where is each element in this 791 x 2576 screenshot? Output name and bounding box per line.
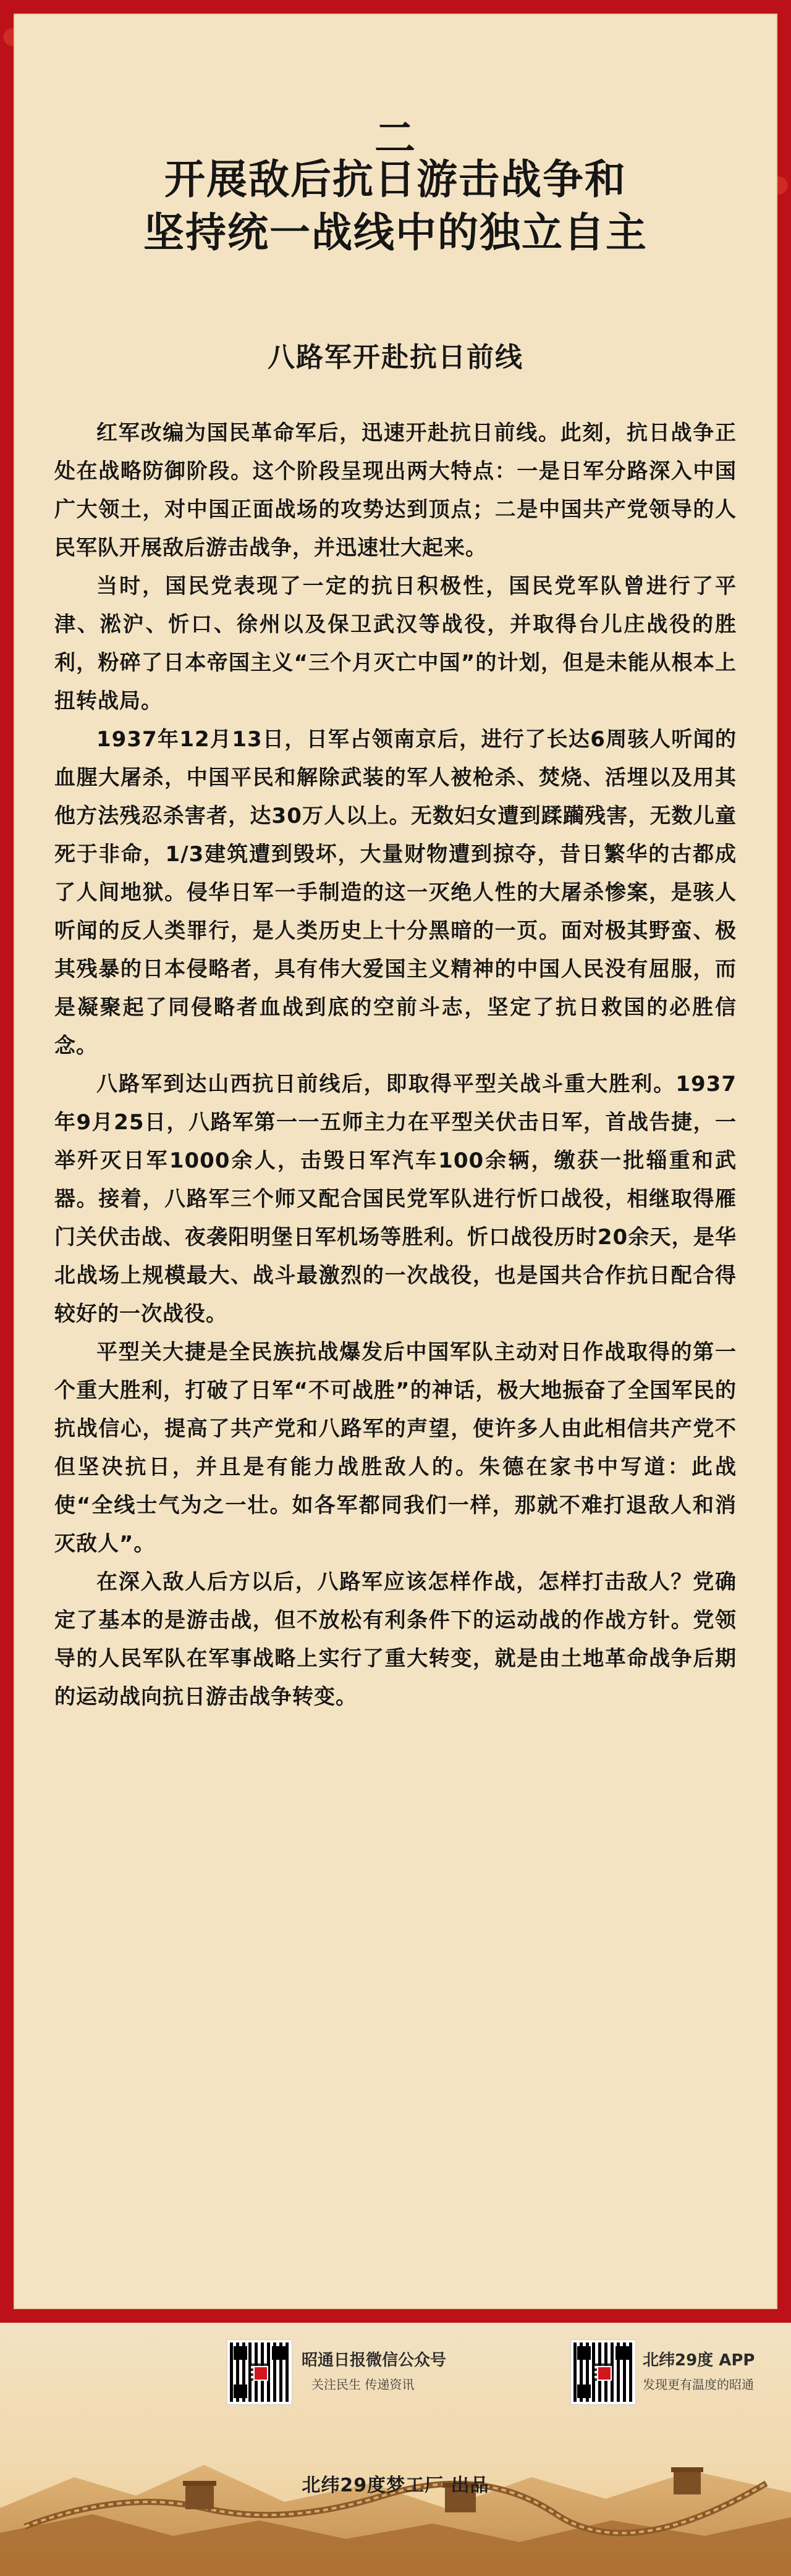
wechat-account-slogan: 关注民生 传递资讯: [311, 2377, 415, 2392]
chapter-number: 二: [374, 114, 417, 162]
app-name: 北纬29度 APP: [643, 2351, 755, 2370]
article-panel: [14, 14, 777, 2309]
paragraph: 八路军到达山西抗日前线后，即取得平型关战斗重大胜利。1937年9月25日，八路军第一一五师主力在平型关伏击日军，首战告捷，一举歼灭日军1000余人，击毁日军汽车100余辆，缴获一批辎重和武器。接着，八路军三个师又配合国民党军队进行忻口战役，相继取得雁门关伏击战、夜袭阳明堡日军机场等胜利。忻口战役历时20余天，是华北战场上规模最大、战斗最激烈的一次战役，也是国共合作抗日配合得较好的一次战役。: [54, 1072, 737, 1326]
section-subtitle: 八路军开赴抗日前线: [268, 342, 523, 373]
chapter-title-line-2: 坚持统一战线中的独立自主: [143, 209, 648, 256]
paragraph: 红军改编为国民革命军后，迅速开赴抗日前线。此刻，抗日战争正处在战略防御阶段。这个阶段呈现出两大特点：一是日军分路深入中国广大领土，对中国正面战场的攻势达到顶点；二是中国共产党领导的人民军队开展敌后游击战争，并迅速壮大起来。: [54, 421, 737, 560]
wechat-account-name: 昭通日报微信公众号: [302, 2351, 447, 2370]
paragraph: 平型关大捷是全民族抗战爆发后中国军队主动对日作战取得的第一个重大胜利，打破了日军“不可战胜”的神话，极大地振奋了全国军民的抗战信心，提高了共产党和八路军的声望，使许多人由此相信共产党不但坚决抗日，并且是有能力战胜敌人的。朱德在家书中写道：此战使“全线士气为之一壮。如各军都同我们一样，那就不难打退敌人和消灭敌人”。: [54, 1340, 737, 1556]
app-slogan: 发现更有温度的昭通: [643, 2377, 754, 2392]
qr-logo-icon: [253, 2366, 268, 2381]
paragraph: 1937年12月13日，日军占领南京后，进行了长达6周骇人听闻的血腥大屠杀，中国平民和解除武装的军人被枪杀、焚烧、活埋以及用其他方法残忍杀害者，达30万人以上。无数妇女遭到蹂躏残害，无数儿童死于非命，1/3建筑遭到毁坏，大量财物遭到掠夺，昔日繁华的古都成了人间地狱。侵华日军一手制造的这一灭绝人性的大屠杀惨案，是骇人听闻的反人类罪行，是人类历史上十分黑暗的一页。面对极其野蛮、极其残暴的日本侵略者，具有伟大爱国主义精神的中国人民没有屈服，而是凝聚起了同侵略者血战到底的空前斗志，坚定了抗日救国的必胜信念。: [54, 727, 737, 1058]
app-qr-code[interactable]: [571, 2340, 635, 2404]
paragraph: 当时，国民党表现了一定的抗日积极性，国民党军队曾进行了平津、淞沪、忻口、徐州以及保卫武汉等战役，并取得台儿庄战役的胜利，粉碎了日本帝国主义“三个月灭亡中国”的计划，但是未能从根本上扭转战局。: [54, 574, 737, 713]
footer-banner: [0, 2323, 791, 2576]
chapter-title-line-1: 开展敌后抗日游击战争和: [164, 156, 627, 203]
production-credit: 北纬29度梦工厂 出品: [302, 2475, 489, 2496]
wechat-qr-code[interactable]: [227, 2340, 292, 2404]
chapter-title: [14, 153, 777, 259]
article-body: [54, 414, 737, 1716]
qr-logo-icon: [597, 2366, 612, 2381]
paragraph: 在深入敌人后方以后，八路军应该怎样作战，怎样打击敌人？党确定了基本的是游击战，但不放松有利条件下的运动战的作战方针。党领导的人民军队在军事战略上实行了重大转变，就是由土地革命战争后期的运动战向抗日游击战争转变。: [54, 1570, 737, 1709]
